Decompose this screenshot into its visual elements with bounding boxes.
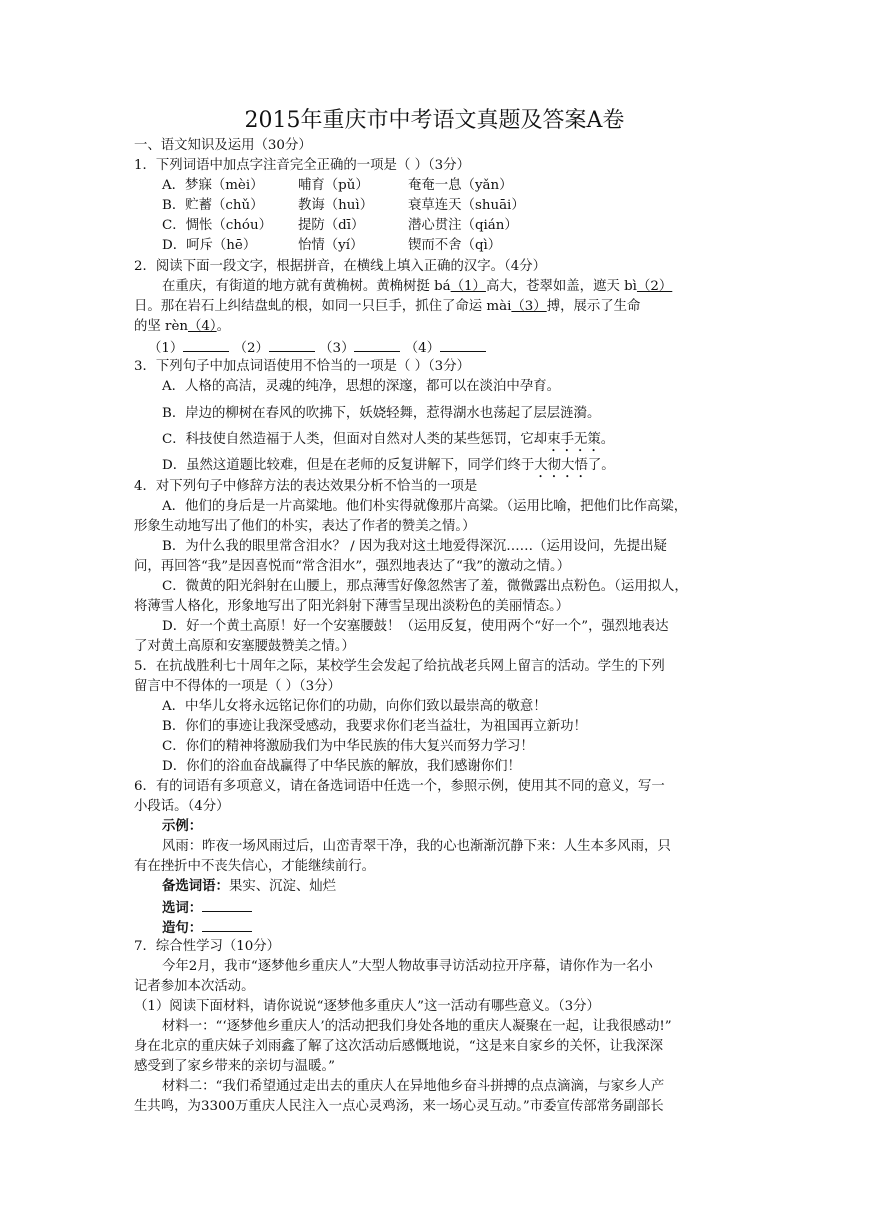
q7-intro-line-2: 记者参加本次活动。 [134,979,255,994]
q7-material-1-line-3: 感受到了家乡带来的亲切与温暖。” [134,1059,336,1074]
q7-stem: 7．综合性学习（10分） [134,939,281,954]
q5-stem-line-1: 5．在抗战胜利七十周年之际，某校学生会发起了给抗战老兵网上留言的活动。学生的下列 [134,659,665,674]
q4-option-d-line-2: 了对黄土高原和安塞腰鼓赞美之情。） [134,639,355,654]
q3-option-d: D．虽然这道题比较难，但是在老师的反复讲解下，同学们终于大彻大悟了。 [162,458,615,473]
answer-blank-1[interactable] [183,337,229,352]
q1-option-d-2: 怡情（yí） [298,238,364,253]
q6-options-words: 果实、沉淀、灿烂 [228,879,337,894]
q2-stem: 2．阅读下面一段文字，根据拼音，在横线上填入正确的汉字。（4分） [134,259,547,274]
q6-example-line-2: 有在挫折中不丧失信心，才能继续前行。 [134,859,376,874]
q4-option-a-line-2: 形象生动地写出了他们的朴实，表达了作者的赞美之情。） [134,519,476,534]
q4-option-a-line-1: A．他们的身后是一片高粱地。他们朴实得就像那片高粱。（运用比喻，把他们比作高粱， [162,499,688,514]
q1-option-d-3: 锲而不舍（qì） [408,238,502,253]
page-title: 2015年重庆市中考语文真题及答案A卷 [244,108,625,133]
q1-option-a-2: 哺育（pǔ） [298,178,369,193]
q2-blank-3: （3） [511,299,547,314]
q6-example-label: 示例： [162,818,203,834]
q3-option-b: B．岸边的柳树在春风的吹拂下，妖娆轻舞，惹得湖水也荡起了层层涟漪。 [162,406,601,421]
q2-answer-line: （1） （2） （3） （4） [148,337,486,358]
q1-option-b-3: 衰草连天（shuāi） [408,198,525,213]
q4-option-b-line-2: 问，再回答“我”是因喜悦而“常含泪水”，强烈地表达了“我”的激动之情。） [134,559,571,574]
q5-option-a: A．中华儿女将永远铭记你们的功勋，向你们致以最崇高的敬意！ [162,699,547,714]
q7-subquestion-1: （1）阅读下面材料，请你说说“逐梦他多重庆人”这一活动有哪些意义。（3分） [134,999,600,1014]
q6-stem-line-2: 小段话。（4分） [134,799,230,814]
q4-stem: 4．对下列句子中修辞方法的表达效果分析不恰当的一项是 [134,479,478,494]
q4-option-d-line-1: D．好一个黄土高原！好一个安塞腰鼓！（运用反复，使用两个“好一个”，强烈地表达 [162,619,669,634]
q4-option-c-line-2: 将薄雪人格化，形象地写出了阳光斜射下薄雪呈现出淡粉色的美丽情态。） [134,599,570,614]
q6-example-line-1: 风雨：昨夜一场风雨过后，山峦青翠干净，我的心也渐渐沉静下来：人生本多风雨，只 [162,839,671,854]
q1-option-a-3: 奄奄一息（yǎn） [408,178,513,193]
q5-option-c: C．你们的精神将激励我们为中华民族的伟大复兴而努力学习！ [162,739,534,754]
q1-option-c-2: 提防（dī） [298,218,365,233]
q7-material-1-line-2: 身在北京的重庆妹子刘雨鑫了解了这次活动后感慨地说，“这是来自家乡的关怀，让我深深 [134,1039,664,1054]
q7-intro-line-1: 今年2月，我市“逐梦他乡重庆人”大型人物故事寻访活动拉开序幕，请你作为一名小 [162,959,653,974]
section-heading: 一、语文知识及运用（30分） [134,138,312,153]
q6-options-label: 备选词语： [162,878,229,894]
q7-material-1-line-1: 材料一：“‘逐梦他乡重庆人’的活动把我们身处各地的重庆人凝聚在一起，让我很感动!” [162,1019,672,1034]
q4-option-c-line-1: C．微黄的阳光斜射在山腰上，那点薄雪好像忽然害了羞，微微露出点粉色。（运用拟人， [162,579,688,594]
answer-blank-4[interactable] [440,337,486,352]
q5-option-b: B．你们的事迹让我深受感动，我要求你们老当益壮，为祖国再立新功！ [162,719,587,734]
q1-option-c-1: C．惆怅（chóu） [162,218,273,233]
q4-option-b-line-1: B．为什么我的眼里常含泪水？ / 因为我对这土地爱得深沉……（运用设问，先提出疑 [162,539,667,554]
q3-dotted-word-c: 束手无策 [547,432,601,447]
q2-blank-4: （4） [188,319,217,334]
q1-option-b-1: B．贮蓄（chǔ） [162,198,264,213]
q1-option-d-1: D．呵斥（hē） [162,238,257,253]
q5-stem-line-2: 留言中不得体的一项是（ ）（3分） [134,679,341,694]
q6-options-line [162,877,336,896]
q3-dotted-word-d: 大彻大悟 [534,458,588,473]
answer-blank-2[interactable] [269,337,315,352]
answer-blank-3[interactable] [354,337,400,352]
q6-sentence-line: 造句： [162,917,252,938]
q5-option-d: D．你们的浴血奋战赢得了中华民族的解放，我们感谢你们！ [162,759,521,774]
q1-option-a-1: A．梦寐（mèi） [162,178,264,193]
q2-blank-1: （1） [450,279,486,294]
q3-option-a: A．人格的高洁，灵魂的纯净，思想的深邃，都可以在淡泊中孕育。 [162,379,560,394]
q2-passage-line-2: 日。那在岩石上纠结盘虬的根，如同一只巨手，抓住了命运 mài（3）搏，展示了生命 [134,299,641,314]
q7-material-2-line-2: 生共鸣，为3300万重庆人民注入一点心灵鸡汤，来一场心灵互动。”市委宣传部常务副部长 [134,1099,664,1114]
q3-option-c: C．科技使自然造福于人类，但面对自然对人类的某些惩罚，它却束手无策。 [162,432,615,447]
q7-material-2-line-1: 材料二：“我们希望通过走出去的重庆人在异地他乡奋斗拼搏的点点滴滴，与家乡人产 [162,1079,665,1094]
q1-option-c-3: 潜心贯注（qián） [408,218,518,233]
q2-passage-line-1: 在重庆，有街道的地方就有黄桷树。黄桷树挺 bá（1）高大，苍翠如盖，遮天 bì（2） [162,279,673,294]
q6-choose-blank[interactable] [202,897,252,912]
q2-blank-2: （2） [636,279,673,294]
q2-passage-line-3: 的坚 rèn（4）。 [134,319,230,334]
q1-option-b-2: 教诲（huì） [298,198,374,213]
q1-stem: 1．下列词语中加点字注音完全正确的一项是（ ）（3分） [134,158,470,173]
q6-stem-line-1: 6．有的词语有多项意义，请在备选词语中任选一个，参照示例，使用其不同的意义，写一 [134,779,665,794]
q6-choose-line: 选词： [162,897,252,918]
q3-stem: 3．下列句子中加点词语使用不恰当的一项是（ ）（3分） [134,359,470,374]
q6-sentence-blank[interactable] [202,917,252,932]
